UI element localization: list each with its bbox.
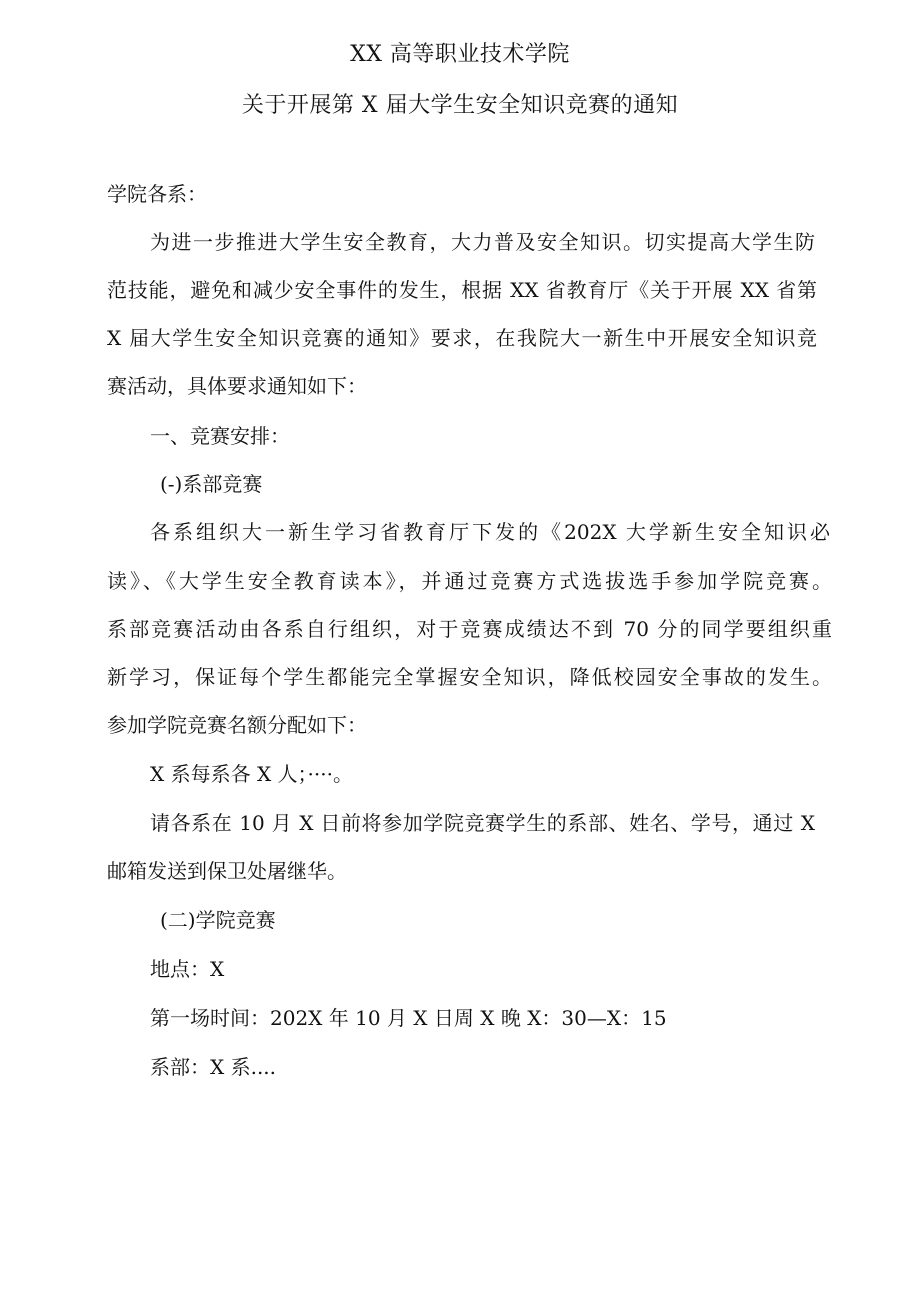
section-heading-arrangement: 一、竞赛安排：	[150, 424, 290, 448]
salutation: 学院各系：	[107, 182, 207, 206]
location-line: 地点：X	[150, 957, 225, 981]
department-paragraph-line: 新学习，保证每个学生都能完全掌握安全知识，降低校园安全事故的发生。	[107, 665, 832, 689]
subsection-heading-college: (二)学院竞赛	[160, 908, 276, 932]
department-paragraph-line: 参加学院竞赛名额分配如下：	[107, 713, 367, 737]
intro-paragraph-line: 赛活动，具体要求通知如下：	[107, 374, 367, 398]
department-paragraph-line: 各系组织大一新生学习省教育厅下发的《202X 大学新生安全知识必	[150, 520, 830, 544]
intro-paragraph-line: 为进一步推进大学生安全教育，大力普及安全知识。切实提高大学生防	[150, 230, 815, 254]
subsection-heading-department: (-)系部竞赛	[160, 472, 263, 496]
department-line: 系部：X 系....	[150, 1055, 277, 1079]
time-line: 第一场时间：202X 年 10 月 X 日周 X 晚 X：30—X：15	[150, 1006, 667, 1030]
intro-paragraph-line: X 届大学生安全知识竞赛的通知》要求，在我院大一新生中开展安全知识竞	[107, 326, 817, 350]
quota-allocation-line: X 系每系各 X 人；····。	[150, 762, 353, 786]
department-paragraph-line: 系部竞赛活动由各系自行组织，对于竞赛成绩达不到 70 分的同学要组织重	[107, 617, 832, 641]
department-paragraph-line: 读》、《大学生安全教育读本》，并通过竞赛方式选拔选手参加学院竞赛。	[107, 569, 832, 593]
submission-paragraph-line: 邮箱发送到保卫处屠继华。	[107, 859, 347, 883]
submission-paragraph-line: 请各系在 10 月 X 日前将参加学院竞赛学生的系部、姓名、学号，通过 X	[150, 811, 815, 835]
document-title-notice: 关于开展第 X 届大学生安全知识竞赛的通知	[241, 93, 679, 118]
intro-paragraph-line: 范技能，避免和减少安全事件的发生，根据 XX 省教育厅《关于开展 XX 省第	[107, 278, 817, 302]
document-title-institution: XX 高等职业技术学院	[350, 42, 570, 67]
